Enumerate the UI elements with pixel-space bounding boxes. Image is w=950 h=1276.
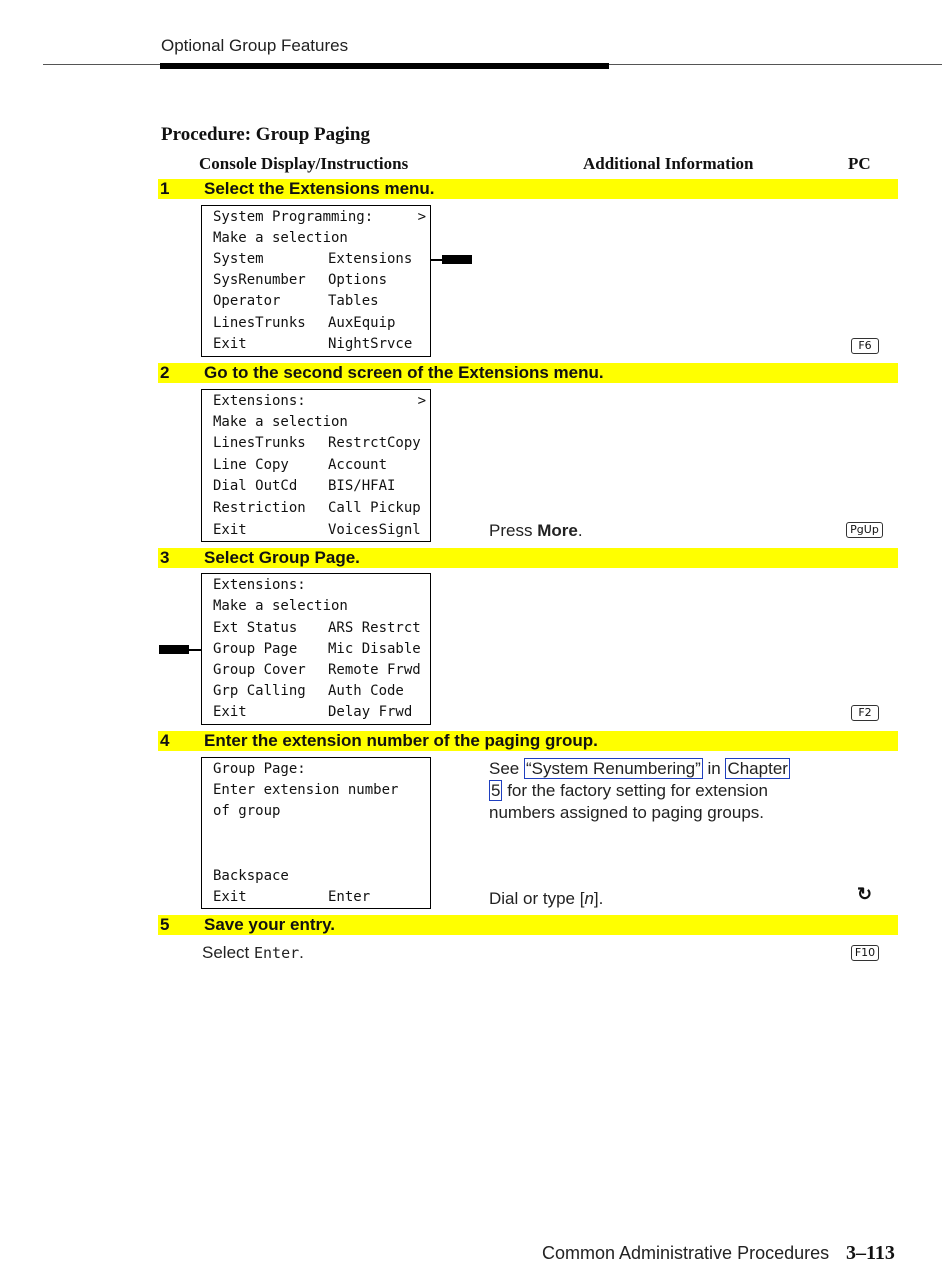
step-instruction: Select Group Page.: [204, 548, 360, 567]
menu-option: LinesTrunks: [213, 435, 306, 451]
menu-option: BIS/HFAI: [328, 478, 396, 494]
menu-option-exit: Exit: [213, 336, 247, 352]
menu-option-exit: Exit: [213, 522, 247, 538]
more-key-name: More: [537, 521, 578, 540]
screen-prompt: Make a selection: [213, 414, 348, 430]
menu-option: System: [213, 251, 264, 267]
step-5-bar: [158, 915, 898, 935]
info-text: .: [299, 943, 304, 962]
info-text: See: [489, 759, 524, 778]
page-number: 3–113: [846, 1242, 895, 1264]
menu-option: Restriction: [213, 500, 306, 516]
link-system-renumbering[interactable]: “System Renumbering”: [525, 759, 701, 778]
menu-option: ARS Restrct: [328, 620, 421, 636]
info-see-system-renumbering: [489, 758, 819, 824]
menu-option: Group Cover: [213, 662, 306, 678]
selection-pointer-icon: [159, 645, 189, 654]
variable-n: n: [584, 889, 594, 908]
dial-pad-icon: ↻: [857, 884, 873, 904]
info-text: Select: [202, 943, 254, 962]
step-2-bar: [158, 363, 898, 383]
enter-option: Enter: [253, 944, 300, 962]
pointer-line: [188, 649, 201, 651]
menu-option-group-page: Group Page: [213, 641, 298, 657]
menu-option: VoicesSignl: [328, 522, 421, 538]
procedure-title: Procedure: Group Paging: [161, 124, 370, 145]
menu-option: NightSrvce: [328, 336, 413, 352]
step-number: 4: [160, 731, 170, 750]
column-head-pc: PC: [848, 154, 871, 173]
step-instruction: Enter the extension number of the paging group.: [204, 731, 598, 750]
menu-option: Account: [328, 457, 388, 473]
menu-option: Call Pickup: [328, 500, 421, 516]
screen-title: System Programming:: [213, 209, 374, 225]
console-screen-group-page: [201, 757, 431, 909]
menu-option-backspace: Backspace: [213, 868, 289, 884]
menu-option: Line Copy: [213, 457, 289, 473]
screen-prompt: Make a selection: [213, 598, 348, 614]
pc-key-f6: F6: [851, 338, 879, 354]
footer-section: Common Administrative Procedures: [542, 1243, 830, 1263]
menu-option: Ext Status: [213, 620, 298, 636]
column-head-info: Additional Information: [583, 154, 754, 173]
pc-key-f2: F2: [851, 705, 879, 721]
menu-option: Mic Disable: [328, 641, 421, 657]
menu-option: Options: [328, 272, 388, 288]
step-instruction: Go to the second screen of the Extensions menu.: [204, 363, 604, 382]
header-thick-bar: [160, 63, 609, 69]
screen-prompt: Enter extension number: [213, 782, 399, 798]
menu-option-exit: Exit: [213, 704, 247, 720]
menu-option: RestrctCopy: [328, 435, 421, 451]
menu-option-enter: Enter: [328, 889, 371, 905]
pc-key-f10: F10: [851, 945, 879, 961]
running-header: Optional Group Features: [161, 36, 349, 55]
screen-prompt: of group: [213, 803, 281, 819]
console-screen-extensions-3: [201, 573, 431, 725]
step-3-bar: [158, 548, 898, 568]
link-chapter-5-number[interactable]: 5: [491, 781, 501, 800]
screen-prompt: Make a selection: [213, 230, 348, 246]
screen-title: Group Page:: [213, 761, 306, 777]
menu-option: Operator: [213, 293, 281, 309]
console-screen-extensions-2: [201, 389, 431, 542]
menu-option: Dial OutCd: [213, 478, 298, 494]
step-1-bar: [158, 179, 898, 199]
info-dial-or-type: [489, 888, 603, 910]
menu-option: Tables: [328, 293, 379, 309]
step-number: 1: [160, 179, 170, 198]
menu-option: LinesTrunks: [213, 315, 306, 331]
link-chapter-5[interactable]: Chapter: [727, 759, 788, 778]
more-arrow-icon: >: [417, 393, 426, 409]
info-text: Press: [489, 521, 538, 540]
info-press-more: [489, 520, 583, 542]
instruction-select-enter: [202, 942, 304, 964]
menu-option: SysRenumber: [213, 272, 306, 288]
step-instruction: Select the Extensions menu.: [204, 179, 435, 198]
menu-option-extensions: Extensions: [328, 251, 413, 267]
info-text: ].: [593, 889, 604, 908]
screen-title: Extensions:: [213, 577, 306, 593]
selection-pointer-icon: [442, 255, 472, 264]
step-number: 3: [160, 548, 170, 567]
menu-option: Grp Calling: [213, 683, 306, 699]
more-arrow-icon: >: [417, 209, 426, 225]
info-text: numbers assigned to paging groups.: [489, 803, 765, 822]
info-text: Dial or type [: [489, 889, 585, 908]
column-head-console: Console Display/Instructions: [199, 154, 409, 173]
menu-option: AuxEquip: [328, 315, 396, 331]
info-text: for the factory setting for extension: [502, 781, 768, 800]
console-screen-system-programming: [201, 205, 431, 357]
pc-key-pgup: PgUp: [846, 522, 883, 538]
step-number: 5: [160, 915, 170, 934]
info-text: .: [577, 521, 583, 540]
step-instruction: Save your entry.: [204, 915, 336, 934]
menu-option: Auth Code: [328, 683, 404, 699]
menu-option: Delay Frwd: [328, 704, 413, 720]
step-4-bar: [158, 731, 898, 751]
menu-option: Remote Frwd: [328, 662, 421, 678]
screen-title: Extensions:: [213, 393, 306, 409]
step-number: 2: [160, 363, 170, 382]
menu-option-exit: Exit: [213, 889, 247, 905]
info-text: in: [702, 759, 726, 778]
